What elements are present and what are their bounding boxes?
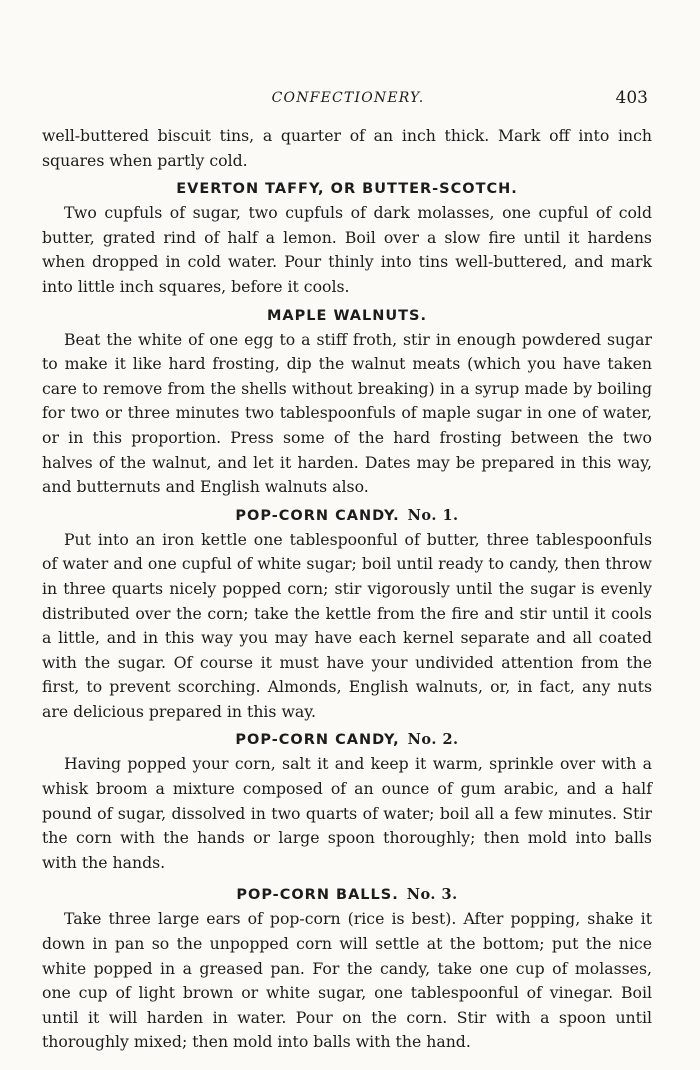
recipe-pop-corn-balls: Take three large ears of pop-corn (rice is best). After popping, shake it down in pan so the unpopped corn will settle at the bottom; put the nice white popped in a greased pan. For the candy, take one cup of molasses, one cup of light brown or white sugar, one tablespoonful of vinegar. Boil until it will harden in water. Pour on the corn. Stir with a spoon until thoroughly mixed; then mold into balls with the hand. (42, 909, 652, 1052)
heading-text: POP-CORN BALLS. (236, 887, 399, 904)
recipe-everton-taffy: Two cupfuls of sugar, two cupfuls of dark molasses, one cupful of cold butter, grated rind of half a lemon. Boil over a slow fire until it hardens when dropped in cold water. Pour thinly into tins well-buttered, and mark into little inch squares, before it cools. (42, 203, 652, 296)
page-number: 403 (615, 88, 648, 108)
heading-text: MAPLE WALNUTS. (266, 307, 428, 324)
continuation-paragraph: well-buttered biscuit tins, a quarter of an inch thick. Mark off into inch squares when partly cold. (42, 126, 652, 170)
heading-number: No. 3. (406, 886, 458, 904)
page-header (44, 90, 652, 112)
section-heading-maple-walnuts (42, 300, 652, 328)
section-heading-pop-corn-balls (42, 879, 652, 907)
heading-text: POP-CORN CANDY, (235, 732, 400, 749)
heading-number: No. 1. (407, 506, 459, 524)
heading-text: POP-CORN CANDY. (235, 507, 400, 524)
section-heading-everton-taffy (42, 173, 652, 201)
running-title: CONFECTIONERY. (271, 90, 425, 106)
heading-number: No. 2. (407, 731, 459, 749)
recipe-pop-corn-candy-2: Having popped your corn, salt it and keep it warm, sprinkle over with a whisk broom a mixture composed of an ounce of gum arabic, and a half pound of sugar, dissolved in two quarts of water; boil all a few minutes. Stir the corn with the hands or large spoon thoroughly; then mold into balls with the hands. (42, 754, 652, 872)
heading-text: EVERTON TAFFY, OR BUTTER-SCOTCH. (176, 181, 518, 198)
recipe-maple-walnuts: Beat the white of one egg to a stiff froth, stir in enough powdered sugar to make it like hard frosting, dip the walnut meats (which you have taken care to remove from the shells without breaking) in a syrup made by boiling for two or three minutes two tablespoonfuls of maple sugar in one of water, or in this proportion. Press some of the hard frosting between the two halves of the walnut, and let it harden. Dates may be prepared in this way, and butternuts and English walnuts also. (42, 329, 652, 497)
section-heading-pop-corn-candy-1 (42, 500, 652, 528)
page-body (42, 124, 652, 1055)
section-heading-pop-corn-candy-2 (42, 724, 652, 752)
recipe-pop-corn-candy-1: Put into an iron kettle one tablespoonful of butter, three tablespoonfuls of water and one cupful of white sugar; boil until ready to candy, then throw in three quarts nicely popped corn; stir vigorously until the sugar is evenly distributed over the corn; take the kettle from the fire and stir until it cools a little, and in this way you may have each kernel separate and all coated with the sugar. Of course it must have your undivided attention from the first, to prevent scorching. Almonds, English walnuts, or, in fact, any nuts are delicious prepared in this way. (42, 529, 652, 721)
